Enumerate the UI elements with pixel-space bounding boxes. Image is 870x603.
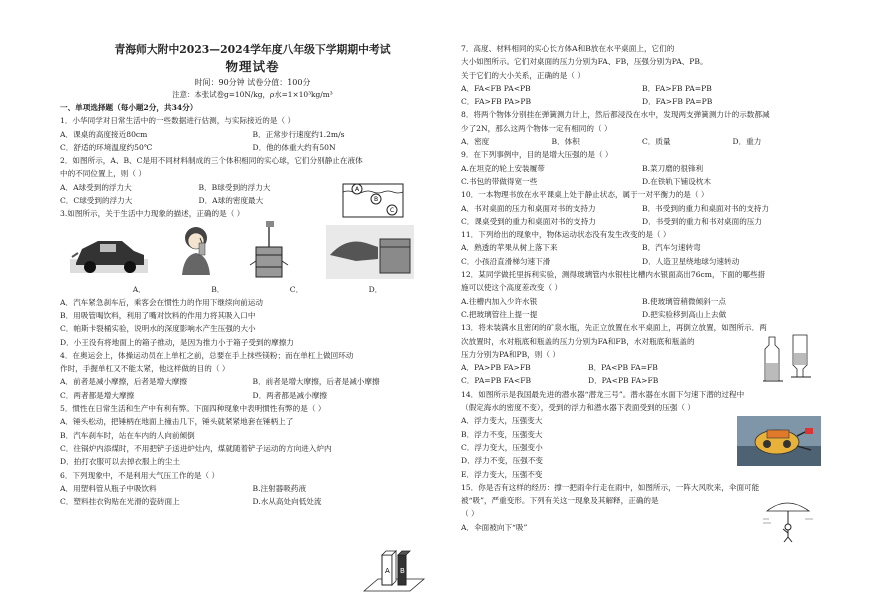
option: D．小王没有将地面上的箱子推动，是因为推力小于箱子受到的摩擦力 [60,337,294,347]
option: A．汽车紧急刹车后，乘客会在惯性力的作用下继续向前运动 [60,297,263,307]
option: A．锤头松动，把锤柄在地面上撞击几下，锤头就紧紧地套在锤柄上了 [60,417,294,427]
option: B．体积 [551,137,580,147]
q1-options-ab [60,128,445,141]
option: A．用塑料管从瓶子中吸饮料 [60,483,157,493]
q4-options-ab [60,375,445,388]
question-13-line2: 次放置时，水对瓶底和瓶盖的压力分别为FA和FB，水对瓶底和瓶盖的 [461,336,695,346]
option: B.菜刀磨的很锋利 [642,163,704,173]
q2-container-figure [342,180,404,218]
option: E．浮力变大，压强不变 [461,469,543,479]
option: A．书对桌面的压力和桌面对书的支持力 [461,203,596,213]
question-13-line3: 压力分别为PA和PB，则（ ） [461,349,560,359]
umbrella-figure [761,497,815,543]
q7-options-ab [461,82,823,95]
option: B．PA<PB FA=FB [588,363,658,373]
option: A．浮力变大，压强变大 [461,416,543,426]
time-score: 时间：90分钟 试卷分值：100分 [194,78,311,87]
pascal-barrel-image [248,221,290,281]
question-6: 6．下列现象中，不是利用大气压工作的是（ ） [60,470,220,480]
question-8-line2: 少了2N，那么这两个物体一定有相同的（ ） [461,123,612,133]
option: D．PA<PB FA>FB [588,376,659,386]
question-14: 14．如图所示是我国最先进的潜水器“潜龙三号”。潜水器在水面下匀速下潜的过程中 [461,389,745,399]
question-5: 5．惯性在日常生活和生产中有利有弊。下面四种现象中表明惯性有弊的是（ ） [60,404,326,414]
option: C．两者都是增大摩擦 [60,390,135,400]
exam-subtitle: 物理试卷 [225,59,280,74]
option: C．塑料挂衣钩贴在光滑的瓷砖面上 [60,497,180,507]
question-7: 7．高度、材料相同的实心长方体A和B放在水平桌面上，它们的 [461,44,675,53]
question-3: 3.如图所示，关于生活中力现象的描述，正确的是（ ） [60,209,245,219]
q11-options-cd [461,255,823,268]
option: C．C球受到的浮力大 [60,196,133,206]
option: C．往锅炉内添煤时，不用把铲子送进炉灶内，煤就随着铲子运动的方向进入炉内 [60,443,332,453]
q12-options-ab [461,295,823,308]
question-15-line2: 被“吸”，严重变形。下列有关这一现象及其解释，正确的是 [461,496,659,506]
ball-label-a: A [355,186,360,194]
question-15-line3: （ ） [461,509,479,519]
option: B．浮力不变，压强变大 [461,429,543,439]
push-box-image [326,225,414,279]
question-15-block [461,481,823,534]
q3-figure-labels [60,283,445,296]
option: C．帕斯卡裂桶实验，说明水的深度影响水产生压强的大小 [60,324,256,334]
section-heading: 一、单项选择题（每小题2分，共34分） [60,103,198,112]
question-14-block [461,388,823,481]
q8-options [461,135,823,148]
option: A.在坦克的轮上安装履带 [461,163,545,173]
question-12: 12．某同学做托里拆利实验，测得玻璃管内水银柱比槽内水银面高出76cm，下面的哪些措 [461,270,766,280]
option: A.往槽内加入少许水银 [461,296,538,306]
option: D.在铁轨下铺设枕木 [642,176,711,186]
ball-label-c: C [390,207,395,215]
option: D．两者都是减小摩擦 [252,390,327,400]
option: D.把实验移到高山上去做 [642,309,727,319]
option: B．FA>FB PA=PB [642,83,712,93]
option: C．质量 [642,137,671,147]
option: C．课桌受到的重力和桌面对书的支持力 [461,216,596,226]
block-label-b: B [400,567,405,575]
option: B．书受到的重力和桌面对书的支持力 [642,203,770,213]
question-1: 1．小华同学对日常生活中的一些数据进行估测，与实际接近的是（ ） [60,116,296,126]
q6-options-cd [60,495,445,508]
option: B．汽车刹车时，站在车内的人向前倾倒 [60,430,195,440]
q1-options-cd [60,141,445,154]
q10-options-ab [461,202,823,215]
option: C.把玻璃管往上提一提 [461,309,538,319]
block-label-a: A [385,567,390,575]
option: D．重力 [732,137,762,147]
option: A．前者是减小摩擦，后者是增大摩擦 [60,377,187,387]
option: D．他的体重大约有50N [252,142,336,152]
ball-label-b: B [374,196,379,204]
question-13: 13．将未装满水且密闭的矿泉水瓶，先正立放置在水平桌面上，再倒立放置，如图所示．两 [461,323,767,333]
option: C．舒适的环境温度约50℃ [60,142,153,152]
q10-options-cd [461,215,823,228]
q12-options-cd [461,308,823,321]
question-8: 8．将两个物体分别挂在弹簧测力计上，然后都浸没在水中，发现两支弹簧测力计的示数都减 [461,110,770,120]
option: D．书受到的重力和书对桌面的压力 [642,216,762,226]
fig-label-b: B． [211,284,225,294]
option: D．浮力不变，压强不变 [461,456,544,466]
option: D．人造卫星绕地球匀速转动 [642,256,740,266]
question-9: 9．在下列事例中，目的是增大压强的是（ ） [461,150,613,160]
q9-options-cd [461,175,823,188]
option: D．FA>FB PA=PB [642,97,713,107]
option: B．用吸管喝饮料，利用了嘴对饮料的作用力将其吸入口中 [60,310,256,320]
question-11: 11．下列给出的现象中，物体运动状态没有发生改变的是（ ） [461,230,671,240]
option: B.注射器吸药液 [252,483,307,493]
fig-label-c: C． [289,284,304,294]
q7-blocks-figure [360,545,426,597]
q4-options-cd [60,389,445,402]
q6-options-ab [60,482,445,495]
option: C．PA=PB FA<FB [461,376,532,386]
question-12-line2: 施可以使这个高度差改变（ ） [461,283,563,293]
question-4-line2: 作时，手握单杠又不能太紧，他这样做的目的（ ） [60,364,230,374]
exam-title: 青海师大附中2023—2024学年度八年级下学期期中考试 [114,43,391,56]
option: A．熟透的苹果从树上落下来 [461,243,558,253]
option: B.使玻璃管稍微倾斜一点 [642,296,726,306]
q7-options-cd [461,95,823,108]
question-7-line2: 大小如图所示。它们对桌面的压力分别为FA、FB，压强分别为PA、PB。 [461,57,708,67]
question-15: 15．你是否有这样的经历：撑一把雨伞行走在雨中，如图所示，一阵大风吹来，伞面可能 [461,482,760,492]
option: B．B球受到的浮力大 [198,182,271,192]
question-2: 2．如图所示，A、B、C是用不同材料制成的三个体积相同的实心球，它们分别静止在液体 [60,156,363,166]
option: C.书包的带做得宽一些 [461,176,538,186]
fig-label-a: A． [132,284,146,294]
question-7-line3: 关于它们的大小关系，正确的是（ ） [461,70,585,80]
question-14-line2: （假定海水的密度不变），受到的浮力和潜水器下表面受到的压强（ ） [461,403,696,413]
option: D．拍打衣服可以去掉衣服上的尘土 [60,457,180,467]
option: A．密度 [461,137,490,147]
option: A．伞面被向下“吸” [461,522,528,532]
option: B．汽车匀速转弯 [642,243,701,253]
option: A．FA<FB PA<PB [461,83,531,93]
option: C．FA>FB PA>PB [461,97,532,107]
submersible-image [737,416,821,466]
q3-figures [60,221,445,283]
option: B．正常步行速度约1.2m/s [252,129,345,139]
question-2-line2: 中的不同位置上，则（ ） [60,169,146,179]
option: A．A球受到的浮力大 [60,182,132,192]
exam-note: 注意：本张试卷g=10N/kg，ρ水=1×10³kg/m³ [172,90,333,99]
question-10: 10．一本物理书放在水平课桌上处于静止状态，属于一对平衡力的是（ ） [461,190,709,200]
option: D．A球的密度最大 [198,196,264,206]
q9-options-ab [461,162,823,175]
option: D.水从高处向低处流 [252,497,322,507]
option: A．PA>PB FA>FB [461,363,531,373]
question-13-block [461,321,823,387]
option: B．前者是增大摩擦，后者是减小摩擦 [252,377,380,387]
car-braking-image [70,227,148,279]
option: C．小孩沿直滑梯匀速下滑 [461,256,551,266]
question-4: 4．在奥运会上，体操运动员在上单杠之前，总要在手上抹些镁粉；而在单杠上做回环动 [60,350,354,360]
left-column [60,0,445,575]
bottles-figure [761,331,815,383]
child-drinking-image [172,223,222,279]
q11-options-ab [461,241,823,254]
fig-label-d: D． [368,284,383,294]
option: A．课桌的高度接近80cm [60,129,148,139]
right-column [461,42,823,534]
option: C．浮力变大，压强变小 [461,442,543,452]
